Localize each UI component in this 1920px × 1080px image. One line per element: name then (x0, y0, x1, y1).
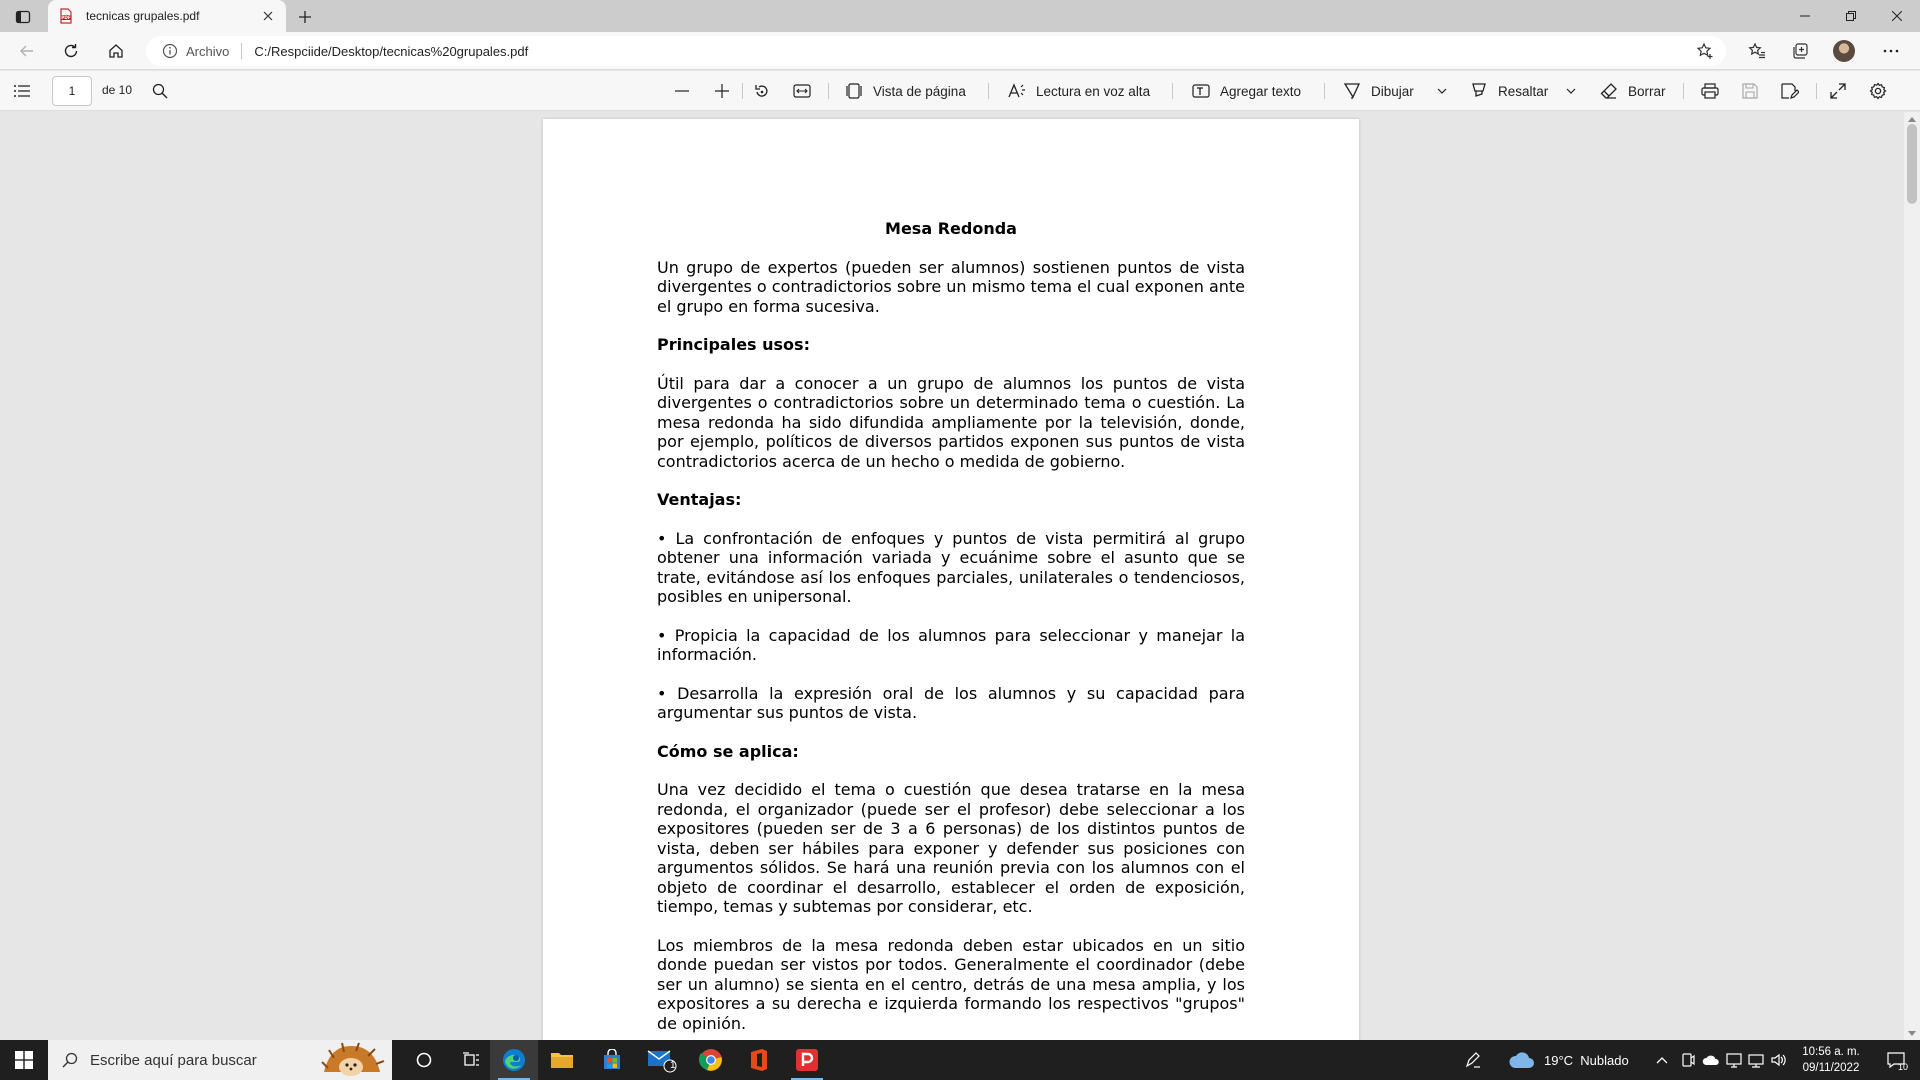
notifications-icon[interactable] (1876, 1040, 1916, 1080)
intro-paragraph: Un grupo de expertos (pueden ser alumnos) sostienen puntos de vista divergentes o contradictorios sobre un mismo tema el cual exponen ante el grupo en forma sucesiva. (657, 257, 1245, 316)
vertical-scrollbar[interactable] (1904, 112, 1920, 1040)
edge-app-icon[interactable] (490, 1040, 538, 1080)
advantage-item: • Propicia la capacidad de los alumnos para seleccionar y manejar la información. (657, 625, 1245, 664)
document-viewer[interactable] (0, 112, 1904, 1040)
highlight-options-chevron-icon[interactable] (1561, 81, 1581, 101)
page-view-icon (845, 83, 863, 99)
draw-label: Dibujar (1371, 83, 1414, 99)
read-aloud-button[interactable] (1008, 79, 1150, 103)
new-tab-icon[interactable] (294, 6, 316, 28)
fit-page-icon[interactable] (792, 81, 812, 101)
advantage-item: • La confrontación de enfoques y puntos de vista permitirá al grupo obtener una información variada y ecuánime sobre el asunto que se trate, evitándose así los enfoques parciales, unilaterales o tendenciosos, posibles en unipersonal. (657, 528, 1245, 606)
add-text-label: Agregar texto (1220, 83, 1302, 99)
advantage-item: • Desarrolla la expresión oral de los alumnos y su capacidad para argumentar sus puntos de vista. (657, 683, 1245, 722)
close-window-icon[interactable] (1874, 0, 1920, 32)
toolbar-divider (828, 83, 829, 99)
back-icon[interactable] (14, 38, 40, 64)
apply-paragraph: Una vez decidido el tema o cuestión que desea tratarse en la mesa redonda, el organizador (puede ser el profesor) debe seleccionar a los expositores (pueden ser de 3 a 6 personas) de los distintos puntos de vista, deben ser hábiles para exponer y defender sus posiciones con argumentos sólidos. Se hará una reunión previa con los alumnos con el objeto de coordinar el desarrollo, establecer el orden de exposición, tiempo, temas y subtemas por considerar, etc. (657, 780, 1245, 916)
toolbar-divider (1683, 83, 1684, 99)
document-title: Mesa Redonda (885, 219, 1017, 238)
restore-icon[interactable] (1828, 0, 1874, 32)
meet-now-icon[interactable] (1680, 1040, 1696, 1080)
zoom-in-icon[interactable] (712, 81, 732, 101)
svg-text:PDF: PDF (61, 15, 71, 21)
chrome-icon[interactable] (687, 1040, 735, 1080)
uses-paragraph: Útil para dar a conocer a un grupo de alumnos los puntos de vista divergentes o contradictorios sobre un determinado tema o cuestión. La mesa redonda ha sido difundida ampliamente por la televisión, donde, por ejemplo, políticos de diversos partidos exponen sus puntos de vista contradictorios acerca de un hecho o medida de gobierno. (657, 373, 1245, 471)
settings-gear-icon[interactable] (1868, 81, 1888, 101)
collections-icon[interactable] (1787, 38, 1813, 64)
toolbar-divider (742, 83, 743, 99)
weather-widget[interactable] (1508, 1040, 1629, 1080)
section-heading: Ventajas: (657, 490, 742, 509)
section-heading: Principales usos: (657, 335, 810, 354)
toolbar-divider (1816, 83, 1817, 99)
omnibox[interactable] (146, 36, 1726, 66)
pdf-toolbar (0, 71, 1920, 111)
mail-badge: 1 (670, 1060, 676, 1071)
avatar (1833, 40, 1855, 62)
refresh-icon[interactable] (58, 38, 84, 64)
page-view-label: Vista de página (873, 83, 966, 99)
taskbar-search-box[interactable] (48, 1040, 392, 1080)
omnibox-divider (241, 43, 242, 59)
search-icon (62, 1052, 78, 1068)
search-icon[interactable] (150, 81, 170, 101)
highlight-label: Resaltar (1498, 83, 1549, 99)
eraser-icon (1600, 82, 1618, 100)
profile-avatar[interactable] (1831, 38, 1857, 64)
close-tab-icon[interactable] (260, 8, 276, 24)
home-icon[interactable] (103, 38, 129, 64)
toolbar-divider (988, 83, 989, 99)
volume-icon[interactable] (1770, 1040, 1788, 1080)
highlight-button[interactable] (1470, 79, 1548, 103)
tab-strip (0, 0, 1920, 32)
clock[interactable] (1796, 1044, 1866, 1076)
powerpoint-app-icon[interactable] (783, 1040, 831, 1080)
favorites-icon[interactable] (1744, 38, 1770, 64)
mail-icon[interactable] (638, 1040, 686, 1080)
address-bar (0, 32, 1920, 70)
page-count: de 10 (102, 83, 133, 97)
clock-time: 10:56 a. m. (1802, 1046, 1860, 1058)
fullscreen-icon[interactable] (1828, 81, 1848, 101)
add-favorite-icon[interactable] (1696, 42, 1714, 60)
task-view-circle-icon[interactable] (400, 1040, 448, 1080)
taskbar-search-placeholder: Escribe aquí para buscar (90, 1051, 257, 1069)
taskbar (0, 1040, 1920, 1080)
display-icon[interactable] (1726, 1040, 1742, 1080)
scroll-up-icon[interactable] (1907, 114, 1917, 124)
draw-icon (1343, 82, 1361, 100)
notifications-badge: 10 (1898, 1062, 1909, 1072)
erase-label: Borrar (1628, 83, 1666, 99)
more-menu-icon[interactable] (1878, 38, 1904, 64)
start-windows-icon[interactable] (0, 1040, 48, 1080)
rotate-icon[interactable] (752, 81, 772, 101)
minimize-icon[interactable] (1782, 0, 1828, 32)
erase-button[interactable] (1600, 79, 1666, 103)
table-of-contents-icon[interactable] (12, 81, 32, 101)
office-icon[interactable] (735, 1040, 783, 1080)
save-as-icon[interactable] (1780, 81, 1800, 101)
cloud-icon (1508, 1050, 1536, 1070)
network-icon[interactable] (1748, 1040, 1764, 1080)
security-label: Archivo (186, 43, 230, 59)
page-number-input[interactable]: 1 (52, 76, 92, 106)
tab-active[interactable] (48, 0, 286, 32)
url-text[interactable]: C:/Respciide/Desktop/tecnicas%20grupales.pdf (254, 43, 529, 59)
info-icon[interactable] (162, 43, 178, 59)
scroll-down-icon[interactable] (1907, 1028, 1917, 1038)
highlight-icon (1470, 82, 1488, 100)
pdf-page (543, 119, 1359, 1040)
pen-workspace-icon[interactable] (1464, 1040, 1482, 1080)
tab-title: tecnicas grupales.pdf (86, 9, 200, 23)
zoom-out-icon[interactable] (672, 81, 692, 101)
pdf-icon (58, 8, 74, 24)
file-explorer-icon[interactable] (538, 1040, 586, 1080)
search-highlight-hedgehog-icon[interactable] (316, 1042, 386, 1078)
toolbar-divider (1172, 83, 1173, 99)
store-icon[interactable] (588, 1040, 636, 1080)
save-icon[interactable] (1740, 81, 1760, 101)
page-view-button[interactable] (845, 79, 966, 103)
draw-button[interactable] (1343, 79, 1414, 103)
task-view-icon[interactable] (448, 1040, 496, 1080)
section-heading: Cómo se aplica: (657, 741, 799, 761)
add-text-button[interactable] (1192, 79, 1301, 103)
onedrive-icon[interactable] (1702, 1040, 1720, 1080)
weather-text: 19°C Nublado (1544, 1052, 1629, 1068)
read-aloud-label: Lectura en voz alta (1036, 83, 1151, 99)
print-icon[interactable] (1700, 81, 1720, 101)
draw-options-chevron-icon[interactable] (1432, 81, 1452, 101)
tab-actions-icon[interactable] (10, 6, 36, 28)
read-aloud-icon (1008, 83, 1026, 99)
apply-paragraph: Los miembros de la mesa redonda deben estar ubicados en un sitio donde puedan ser vistos por todos. Generalmente el coordinador (debe ser un alumno) se sienta en el centro, detrás de una mesa amplia, y los expositores a su derecha e izquierda formando los respectivos "grupos" de opinión. (657, 935, 1245, 1033)
toolbar-divider (1324, 83, 1325, 99)
clock-date: 09/11/2022 (1802, 1062, 1860, 1074)
scrollbar-thumb[interactable] (1907, 124, 1917, 204)
add-text-icon (1192, 83, 1210, 99)
show-hidden-icons-chevron-icon[interactable] (1656, 1040, 1668, 1080)
page-content (657, 219, 1245, 1040)
